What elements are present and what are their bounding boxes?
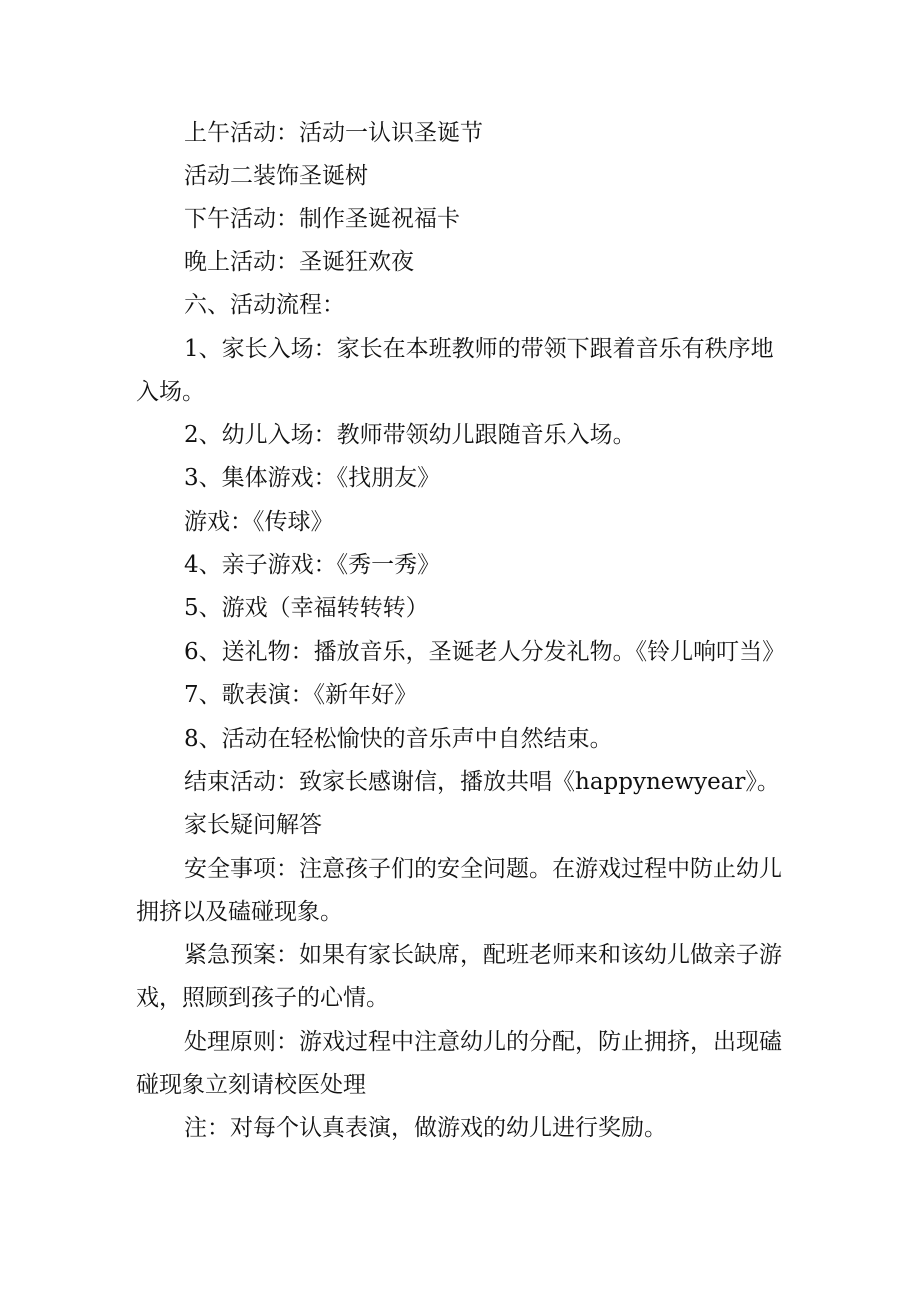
text-line-content: 六、活动流程： (184, 292, 345, 318)
text-line-content: 安全事项：注意孩子们的安全问题。在游戏过程中防止幼儿 (184, 856, 782, 882)
text-line-content: 游戏：《传球》 (184, 509, 334, 535)
text-line-content: 7、歌表演：《新年好》 (184, 682, 418, 708)
text-line-content: 8、活动在轻松愉快的音乐声中自然结束。 (184, 726, 613, 752)
text-line-content: 家长疑问解答 (184, 812, 322, 838)
text-line-content: 4、亲子游戏：《秀一秀》 (184, 552, 441, 578)
text-line-content: 5、游戏（幸福转转转） (184, 595, 429, 621)
text-line-content: 结束活动：致家长感谢信，播放共唱《happynewyear》。 (184, 769, 780, 795)
text-line-content: 碰现象立刻请校医处理 (136, 1072, 366, 1098)
text-line-content: 注：对每个认真表演，做游戏的幼儿进行奖励。 (184, 1115, 667, 1141)
text-line-content: 6、送礼物：播放音乐，圣诞老人分发礼物。《铃儿响叮当》 (184, 639, 786, 665)
text-line-content: 紧急预案：如果有家长缺席，配班老师来和该幼儿做亲子游 (184, 942, 782, 968)
text-line-content: 1、家长入场：家长在本班教师的带领下跟着音乐有秩序地 (184, 336, 774, 362)
text-line-content: 上午活动：活动一认识圣诞节 (184, 120, 483, 146)
text-line-content: 晚上活动：圣诞狂欢夜 (184, 249, 414, 275)
text-line-content: 3、集体游戏：《找朋友》 (184, 465, 441, 491)
text-line-content: 戏，照顾到孩子的心情。 (136, 985, 389, 1011)
text-line-content: 2、幼儿入场：教师带领幼儿跟随音乐入场。 (184, 422, 636, 448)
text-line-content: 拥挤以及磕碰现象。 (136, 899, 343, 925)
text-line-content: 活动二装饰圣诞树 (184, 163, 368, 189)
text-line-content: 下午活动：制作圣诞祝福卡 (184, 206, 460, 232)
text-line-content: 处理原则：游戏过程中注意幼儿的分配，防止拥挤，出现磕 (184, 1029, 782, 1055)
text-line-content: 入场。 (136, 379, 205, 405)
